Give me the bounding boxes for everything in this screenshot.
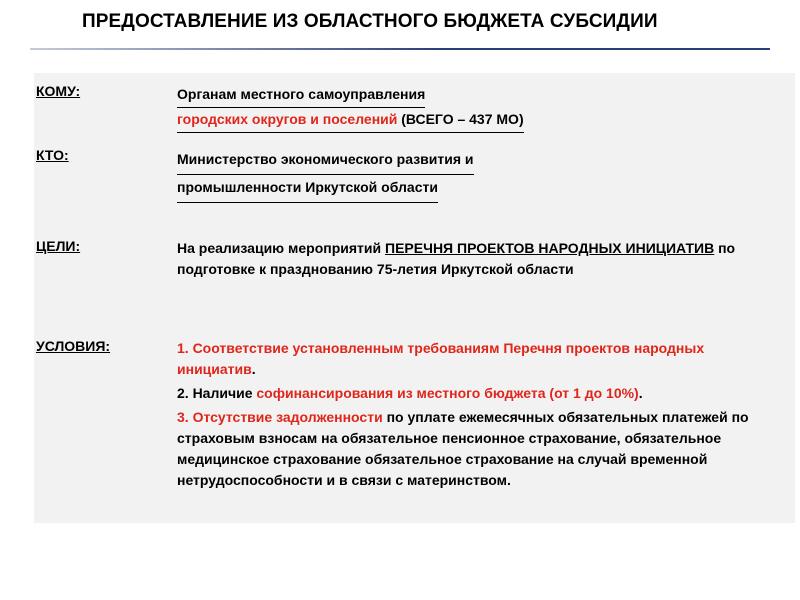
text-kto [177, 147, 777, 203]
text-tseli [177, 238, 757, 280]
kto-line2: промышленности Иркутской области [177, 175, 438, 203]
condition-1-dot: . [251, 361, 256, 377]
tseli-part1: На реализацию мероприятий [177, 240, 386, 256]
title-divider [30, 48, 770, 50]
text-komu [177, 83, 777, 133]
condition-3-rest: по уплате ежемесячных обязательных платежей по страховым взносам на обязательное пенсионное страхование, обязательное медицинское страхование обязательное страхование на случай временной нетрудоспособности и в связи с материнством. [177, 409, 749, 488]
label-komu: КОМУ: [36, 83, 81, 99]
komu-line2-rest: (ВСЕГО – 437 МО) [397, 111, 524, 127]
condition-3-red: 3. Отсутствие задолженности [177, 409, 383, 425]
condition-3 [177, 407, 782, 491]
komu-line1: Органам местного самоуправления [177, 83, 425, 108]
label-usloviya: УСЛОВИЯ: [36, 338, 111, 354]
tseli-projects-list: ПЕРЕЧНЯ ПРОЕКТОВ НАРОДНЫХ ИНИЦИАТИВ [385, 240, 715, 256]
condition-2-prefix: 2. Наличие [177, 385, 257, 401]
condition-2-red: софинансирования из местного бюджета (от 1 до 10%) [256, 385, 639, 401]
komu-line2-red: городских округов и поселений [177, 111, 398, 127]
label-kto: КТО: [36, 147, 69, 163]
kto-line1: Министерство экономического развития и [177, 147, 474, 175]
condition-2 [177, 383, 782, 404]
text-usloviya [177, 338, 782, 491]
condition-1 [177, 338, 782, 380]
condition-2-dot: . [638, 385, 643, 401]
tseli-part3: по подготовке к празднованию 75-летия Иркутской области [177, 240, 736, 277]
page-title: ПРЕДОСТАВЛЕНИЕ ИЗ ОБЛАСТНОГО БЮДЖЕТА СУБСИДИИ [82, 11, 658, 32]
label-tseli: ЦЕЛИ: [36, 238, 81, 254]
condition-1-text: 1. Соответствие установленным требованиям Перечня проектов народных инициатив [177, 340, 705, 377]
